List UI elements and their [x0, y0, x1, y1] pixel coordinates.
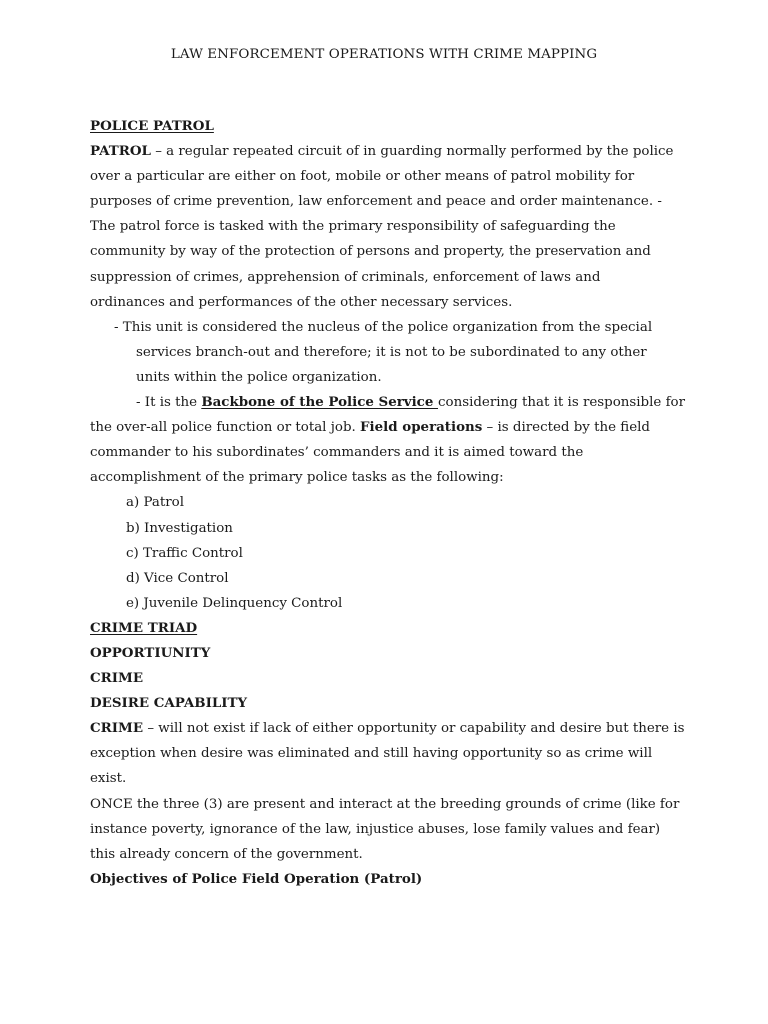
heading-crime-triad: CRIME TRIAD [90, 619, 198, 636]
patrol-definition-line-2: over a particular are either on foot, mobile or other means of patrol mobility for [90, 169, 635, 185]
overall-prefix: the over-all police function or total job. [90, 420, 361, 436]
nucleus-line-2: services branch-out and therefore; it is not to be subordinated to any other [136, 344, 647, 360]
field-operations-term: Field operations [360, 419, 483, 436]
triad-desire-capability: DESIRE CAPABILITY [90, 695, 248, 712]
list-item: b) Investigation [126, 520, 233, 536]
list-item: e) Juvenile Delinquency Control [126, 595, 343, 611]
accomplishment-line: accomplishment of the primary police tasks as the following: [90, 470, 504, 486]
triad-crime: CRIME [90, 670, 144, 687]
list-item: c) Traffic Control [126, 545, 243, 561]
patrol-term: PATROL [90, 143, 151, 160]
backbone-term: Backbone of the Police Service [201, 394, 439, 411]
list-item: a) Patrol [126, 495, 184, 511]
patrol-definition-line-3: purposes of crime prevention, law enforcement and peace and order maintenance. - [90, 194, 662, 210]
backbone-line [90, 390, 710, 415]
patrol-definition-line-6: suppression of crimes, apprehension of criminals, enforcement of laws and [90, 269, 601, 285]
nucleus-line-1: - This unit is considered the nucleus of the police organization from the special [114, 319, 653, 335]
commander-line: commander to his subordinates’ commanders and it is aimed toward the [90, 445, 584, 461]
patrol-definition-line-4: The patrol force is tasked with the primary responsibility of safeguarding the [90, 219, 616, 235]
heading-objectives: Objectives of Police Field Operation (Patrol) [90, 870, 423, 887]
once-line-2: instance poverty, ignorance of the law, injustice abuses, lose family values and fear) [90, 821, 661, 837]
document-title: LAW ENFORCEMENT OPERATIONS WITH CRIME MAPPING [170, 47, 598, 62]
patrol-definition-line-1 [90, 139, 710, 164]
overall-suffix: – is directed by the field [482, 420, 651, 436]
crime-definition-line-2: exception when desire was eliminated and still having opportunity so as crime will [90, 746, 653, 762]
backbone-prefix: - It is the [136, 395, 202, 411]
patrol-definition-line-7: ordinances and performances of the other necessary services. [90, 294, 513, 310]
patrol-definition-line-5: community by way of the protection of persons and property, the preservation and [90, 244, 651, 260]
crime-definition-line-1 [90, 716, 710, 741]
crime-definition-line-3: exist. [90, 771, 127, 787]
patrol-definition-text: – a regular repeated circuit of in guarding normally performed by the police [150, 144, 674, 160]
crime-definition-text: – will not exist if lack of either opportunity or capability and desire but there is [143, 721, 685, 737]
once-line-3: this already concern of the government. [90, 846, 363, 862]
overall-function-line [90, 415, 710, 440]
nucleus-line-3: units within the police organization. [136, 369, 382, 385]
triad-opportunity: OPPORTIUNITY [90, 644, 211, 661]
document-body [90, 114, 710, 892]
backbone-suffix: considering that it is responsible for [438, 395, 686, 411]
once-line-1: ONCE the three (3) are present and interact at the breeding grounds of crime (like for [90, 796, 680, 812]
heading-police-patrol: POLICE PATROL [90, 118, 214, 134]
list-item: d) Vice Control [126, 570, 229, 586]
crime-term: CRIME [90, 720, 144, 737]
